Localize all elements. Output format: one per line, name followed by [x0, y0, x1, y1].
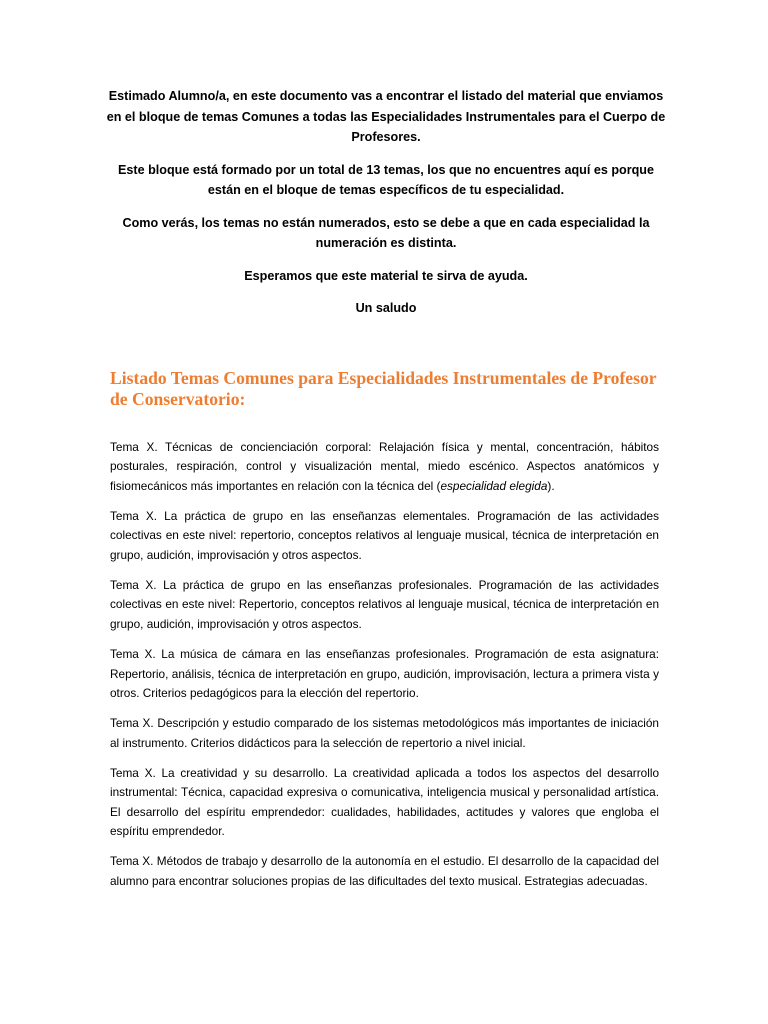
intro-letter	[100, 86, 672, 331]
topic-italic-text: especialidad elegida	[440, 478, 548, 493]
topic-item: Tema X. Descripción y estudio comparado de los sistemas metodológicos más importantes de iniciación al instrumento. Criterios didácticos para la selección de repertorio a nivel inicial.	[110, 716, 659, 750]
intro-signoff: Un saludo	[355, 301, 417, 315]
topic-item: Tema X. La práctica de grupo en las enseñanzas profesionales. Programación de las actividades colectivas en este nivel: Repertorio, conceptos relativos al lenguaje musical, técnica de interpretación en grupo, audición, improvisación y otros aspectos.	[110, 578, 659, 631]
intro-paragraph: Esperamos que este material te sirva de ayuda.	[244, 268, 528, 283]
intro-paragraph: Este bloque está formado por un total de 13 temas, los que no encuentres aquí es porque están en el bloque de temas específicos de tu especialidad.	[117, 162, 655, 197]
topic-item: Tema X. La creatividad y su desarrollo. La creatividad aplicada a todos los aspectos del desarrollo instrumental: Técnica, capacidad expresiva o comunicativa, inteligencia musical y personalidad artística. El desarrollo del espíritu emprendedor: cualidades, habilidades, actitudes y valores que engloba el espíritu emprendedor.	[110, 766, 659, 838]
topic-item: Tema X. Métodos de trabajo y desarrollo de la autonomía en el estudio. El desarrollo de la capacidad del alumno para encontrar soluciones propias de las dificultades del texto musical. Estrategias adecuadas.	[110, 854, 659, 888]
intro-paragraph: Estimado Alumno/a, en este documento vas a encontrar el listado del material que enviamos en el bloque de temas Comunes a todas las Especialidades Instrumentales para el Cuerpo de Profesores.	[106, 89, 666, 144]
topic-list	[110, 438, 659, 902]
section-title: Listado Temas Comunes para Especialidades Instrumentales de Profesor de Conservatorio:	[110, 368, 657, 409]
topic-item: Tema X. La práctica de grupo en las enseñanzas elementales. Programación de las actividades colectivas en este nivel: repertorio, conceptos relativos al lenguaje musical, técnica de interpretación en grupo, audición, improvisación y otros aspectos.	[110, 509, 659, 562]
topic-text: ).	[547, 478, 555, 493]
topic-item: Tema X. La música de cámara en las enseñanzas profesionales. Programación de esta asignatura: Repertorio, análisis, técnica de interpretación en grupo, audición, improvisación, lectura a primera vista y otros. Criterios pedagógicos para la elección del repertorio.	[110, 647, 659, 700]
topic-item	[110, 438, 659, 496]
intro-paragraph: Como verás, los temas no están numerados, esto se debe a que en cada especialidad la numeración es distinta.	[122, 215, 650, 250]
topic-text: Tema X. Técnicas de concienciación corporal: Relajación física y mental, concentración, hábitos posturales, respiración, control y visualización mental, miedo escénico. Aspectos anatómicos y fisiomecánicos más importantes en relación con la técnica del (	[110, 440, 659, 493]
